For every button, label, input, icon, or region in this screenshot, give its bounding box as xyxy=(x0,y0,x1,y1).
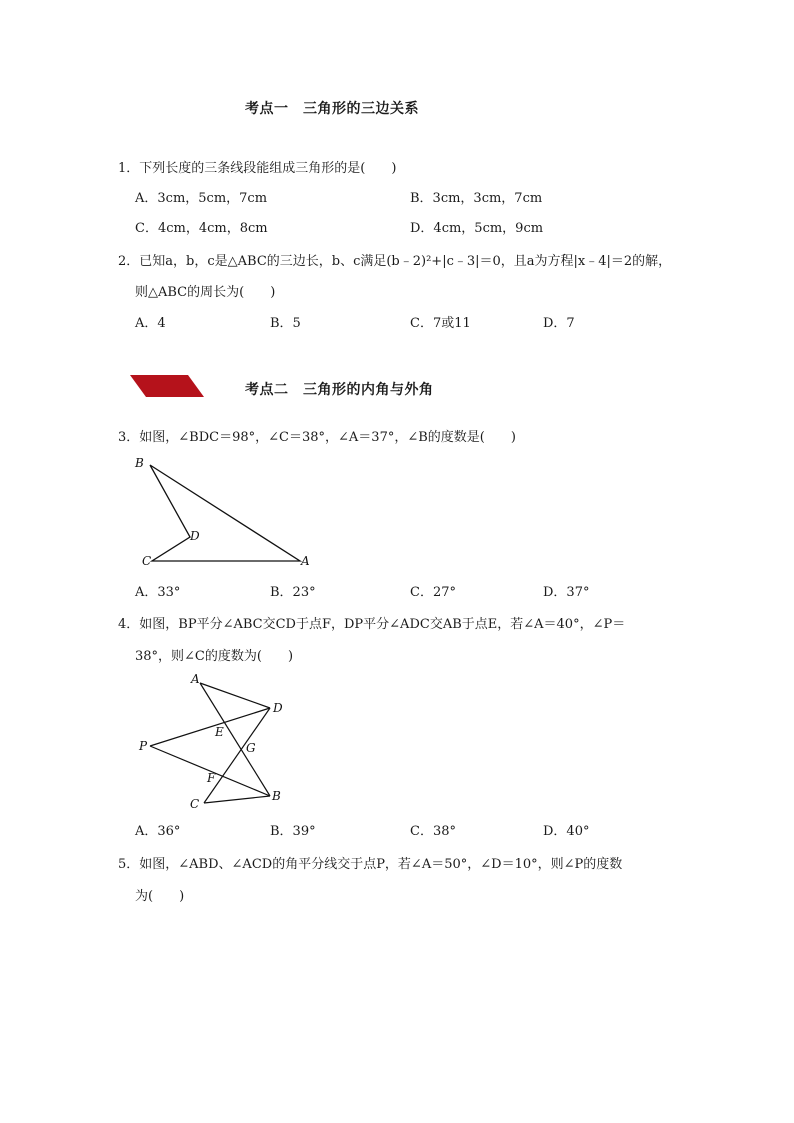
q3-label-c: C xyxy=(142,554,152,568)
question-number: 4． xyxy=(118,617,140,632)
question-3 xyxy=(118,426,516,445)
q3-option-c: C．27° xyxy=(410,585,456,600)
q3-option-b: B．23° xyxy=(270,585,316,600)
q4-label-p: P xyxy=(139,739,148,753)
q4-label-b: B xyxy=(272,789,281,803)
q3-figure xyxy=(130,450,330,575)
question-text-line1: 如图，BP平分∠ABC交CD于点F，DP平分∠ADC交AB于点E，若∠A＝40°，∠P＝ xyxy=(139,617,626,632)
question-4-line2: 38°，则∠C的度数为( ) xyxy=(135,649,294,664)
q3-label-a: A xyxy=(301,554,310,568)
q4-label-d: D xyxy=(273,701,283,715)
question-4 xyxy=(118,613,625,632)
q2-option-c: C．7或11 xyxy=(410,316,471,331)
question-5-line2: 为( ) xyxy=(135,889,185,904)
section-title-1: 考点一 三角形的三边关系 xyxy=(245,101,419,117)
question-number: 5． xyxy=(118,857,140,872)
question-text: 如图，∠BDC＝98°，∠C＝38°，∠A＝37°，∠B的度数是( ) xyxy=(139,430,516,445)
q4-option-c: C．38° xyxy=(410,824,456,839)
section-title-2: 考点二 三角形的内角与外角 xyxy=(245,382,434,398)
q1-option-d: D．4cm，5cm，9cm xyxy=(410,221,544,236)
question-text-line1: 已知a，b，c是△ABC的三边长，b、c满足(b﹣2)²+|c﹣3|＝0，且a为方程|x﹣4|＝2的解， xyxy=(139,254,672,269)
q2-option-d: D．7 xyxy=(543,316,575,331)
q4-option-b: B．39° xyxy=(270,824,316,839)
q4-option-d: D．40° xyxy=(543,824,590,839)
question-5 xyxy=(118,853,622,872)
question-2-line2: 则△ABC的周长为( ) xyxy=(135,285,276,300)
question-2 xyxy=(118,250,671,269)
q4-figure xyxy=(130,668,300,813)
q1-option-a: A．3cm，5cm，7cm xyxy=(135,191,268,206)
question-number: 2． xyxy=(118,254,140,269)
q4-label-a: A xyxy=(191,672,200,686)
q3-label-d: D xyxy=(190,529,200,543)
q4-label-f: F xyxy=(207,771,216,785)
q4-label-g: G xyxy=(246,741,256,755)
q4-option-a: A．36° xyxy=(135,824,181,839)
q3-figure-lines xyxy=(150,465,300,561)
q2-option-a: A．4 xyxy=(135,316,166,331)
question-text: 下列长度的三条线段能组成三角形的是( ) xyxy=(139,161,397,176)
q4-label-e: E xyxy=(215,725,224,739)
question-1 xyxy=(118,157,396,176)
question-number: 3． xyxy=(118,430,140,445)
question-text-line1: 如图，∠ABD、∠ACD的角平分线交于点P，若∠A＝50°，∠D＝10°，则∠P的度数 xyxy=(139,857,623,872)
q2-option-b: B．5 xyxy=(270,316,301,331)
q3-option-d: D．37° xyxy=(543,585,590,600)
q3-option-a: A．33° xyxy=(135,585,181,600)
q4-label-c: C xyxy=(190,797,200,811)
question-number: 1． xyxy=(118,161,140,176)
section-banner-icon xyxy=(130,375,204,397)
q3-label-b: B xyxy=(135,456,144,470)
q1-option-c: C．4cm，4cm，8cm xyxy=(135,221,268,236)
q1-option-b: B．3cm，3cm，7cm xyxy=(410,191,543,206)
